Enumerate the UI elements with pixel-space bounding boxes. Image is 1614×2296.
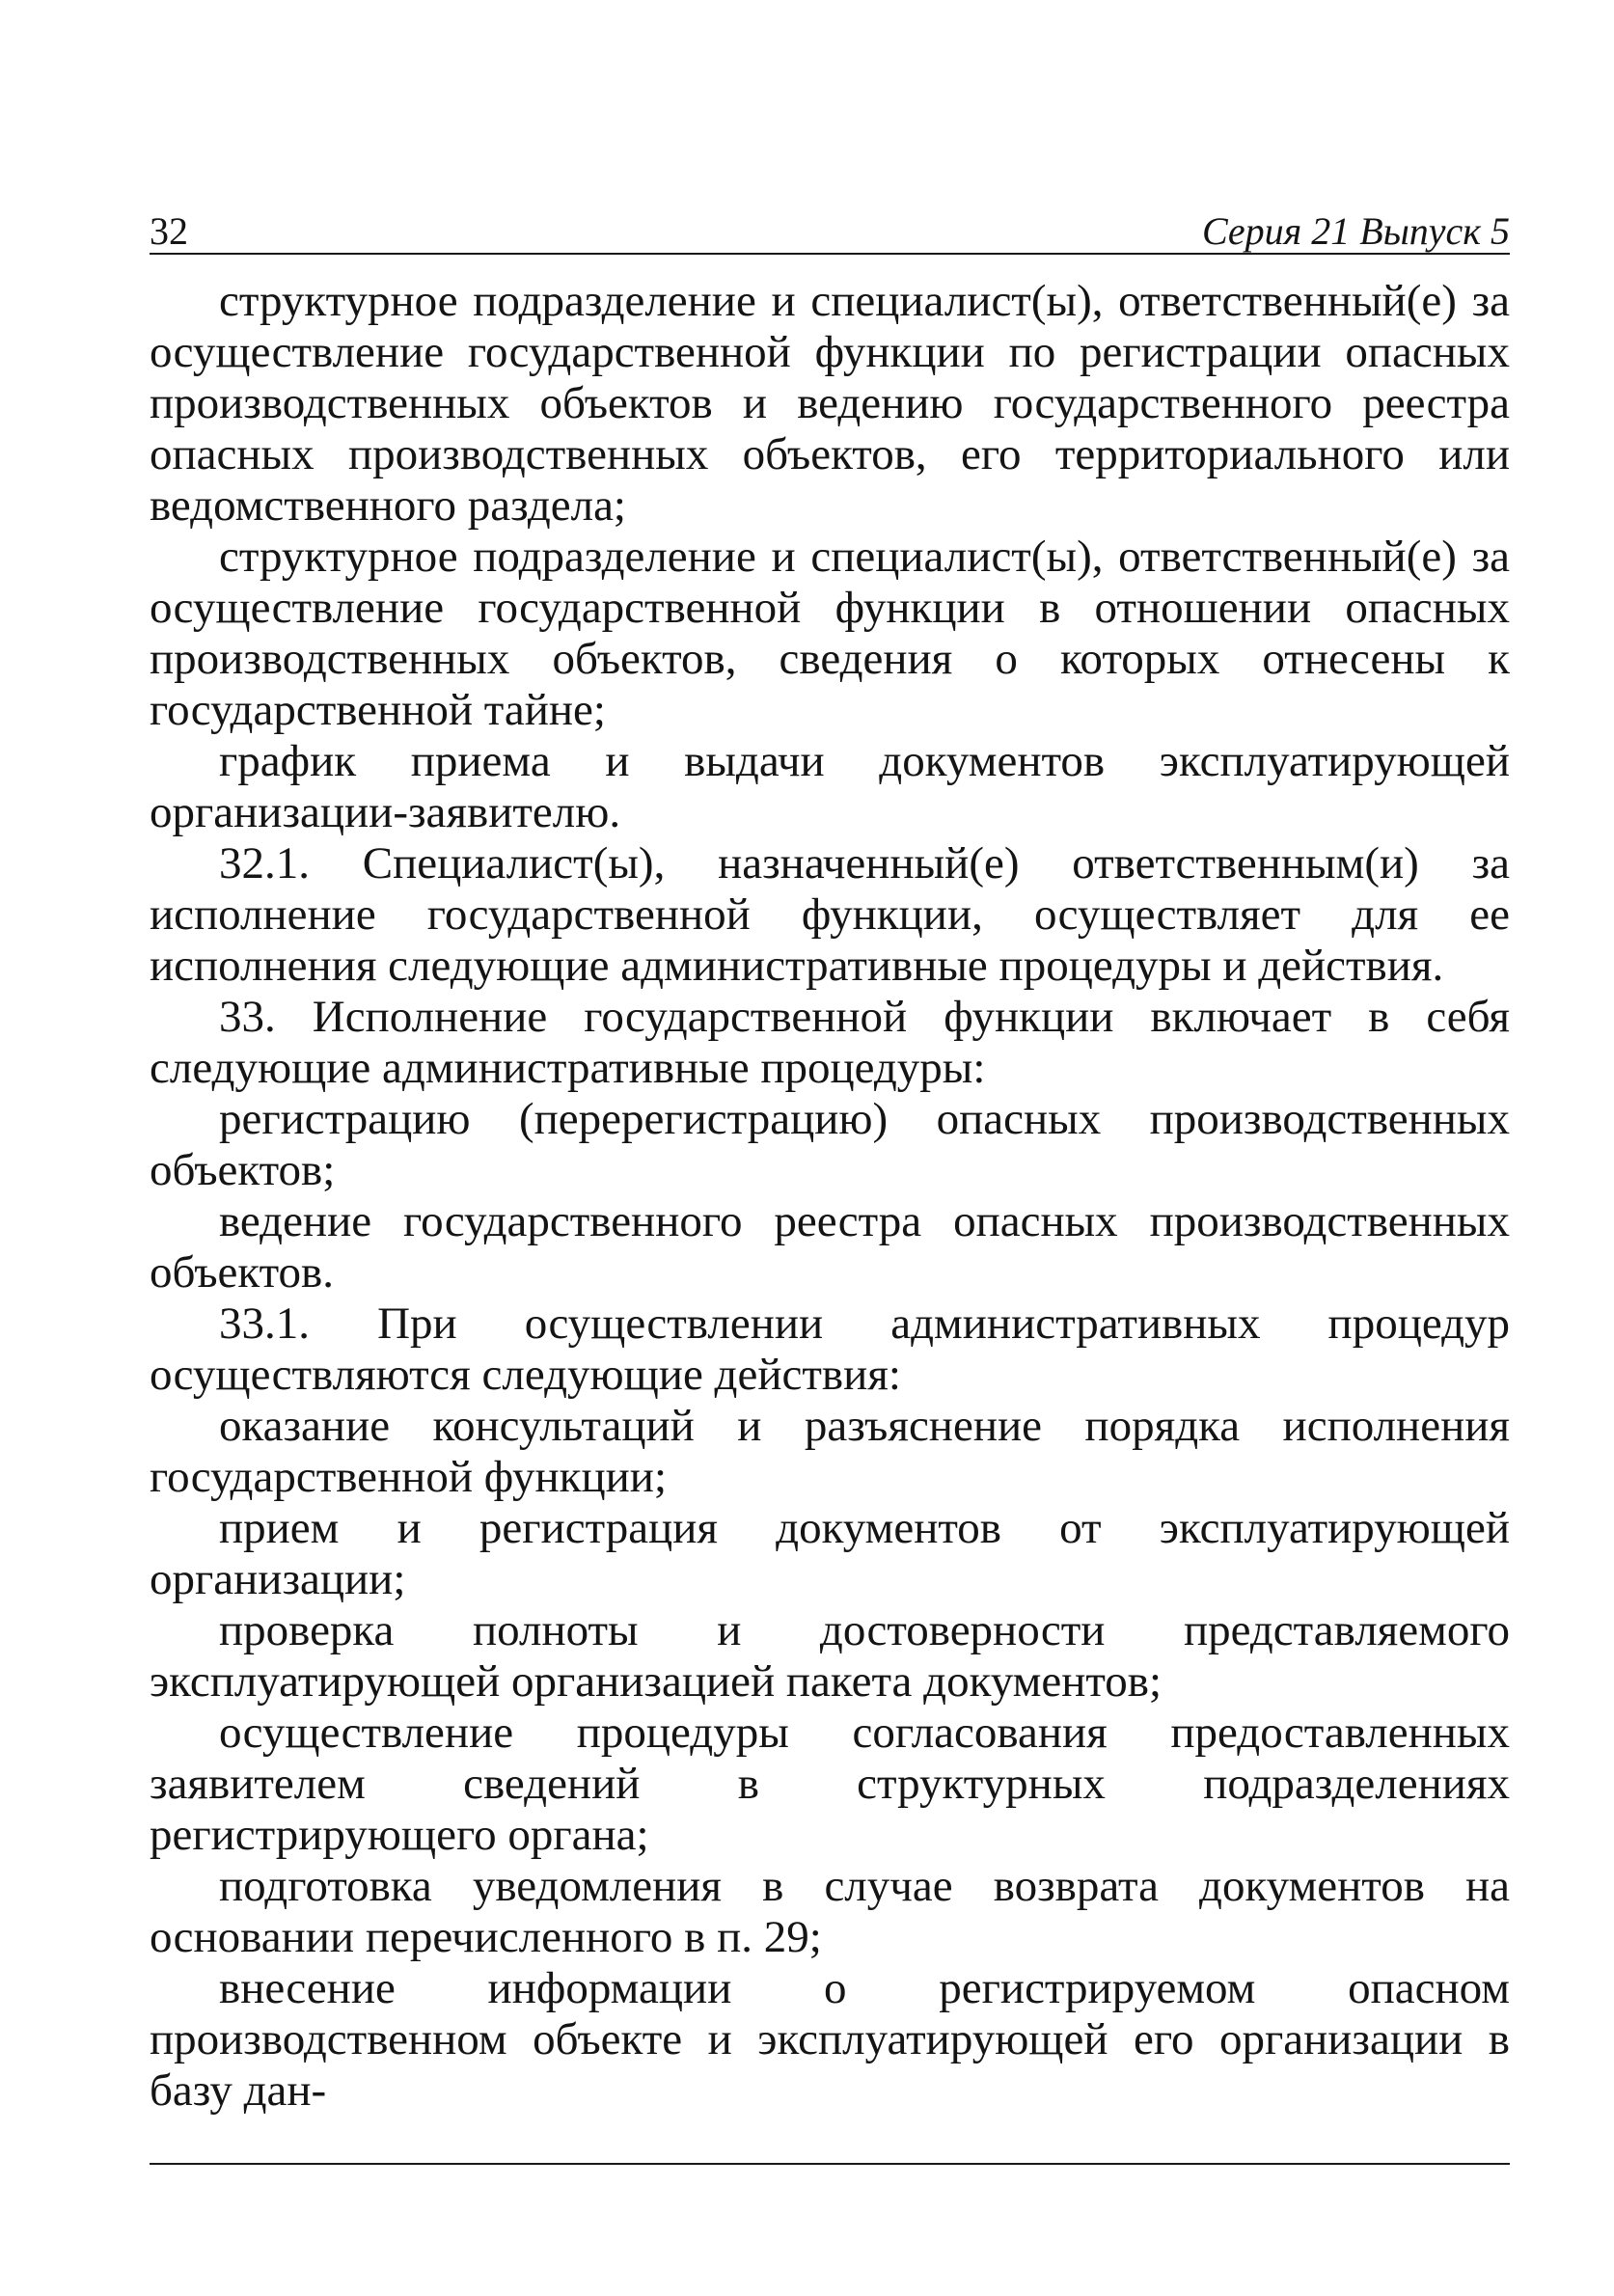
paragraph: прием и регистрация документов от эксплуатирующей организации; [150,1503,1510,1604]
paragraph: 33.1. При осуществлении административных процедур осуществляются следующие действия: [150,1298,1510,1400]
paragraph: внесение информации о регистрируемом опасном производственном объекте и эксплуатирующей его организации в базу дан- [150,1963,1510,2116]
paragraph: 33. Исполнение государственной функции включает в себя следующие административные процедуры: [150,992,1510,1093]
running-header [150,193,1510,255]
document-page [150,193,1510,2117]
paragraph: осуществление процедуры согласования предоставленных заявителем сведений в структурных подразделениях регистрирующего органа; [150,1708,1510,1860]
paragraph: график приема и выдачи документов эксплуатирующей организации-заявителю. [150,736,1510,837]
body-text [150,276,1510,2117]
paragraph: проверка полноты и достоверности представляемого эксплуатирующей организацией пакета документов; [150,1605,1510,1707]
paragraph: ведение государственного реестра опасных производственных объектов. [150,1196,1510,1298]
page-number: 32 [150,209,188,253]
paragraph: оказание консультаций и разъяснение порядка исполнения государственной функции; [150,1401,1510,1502]
paragraph: структурное подразделение и специалист(ы), ответственный(е) за осуществление государственной функции в отношении опасных производственных объектов, сведения о которых отнесены к государственной тайне; [150,532,1510,735]
paragraph: подготовка уведомления в случае возврата документов на основании перечисленного в п. 29; [150,1861,1510,1962]
paragraph: регистрацию (перерегистрацию) опасных производственных объектов; [150,1094,1510,1195]
paragraph: 32.1. Специалист(ы), назначенный(е) ответственным(и) за исполнение государственной функции, осуществляет для ее исполнения следующие административные процедуры и действия. [150,838,1510,991]
paragraph: структурное подразделение и специалист(ы), ответственный(е) за осуществление государственной функции по регистрации опасных производственных объектов и ведению государственного реестра опасных производственных объектов, его территориального или ведомственного раздела; [150,276,1510,531]
series-title: Серия 21 Выпуск 5 [1201,209,1510,253]
footer-rule [150,2163,1510,2165]
